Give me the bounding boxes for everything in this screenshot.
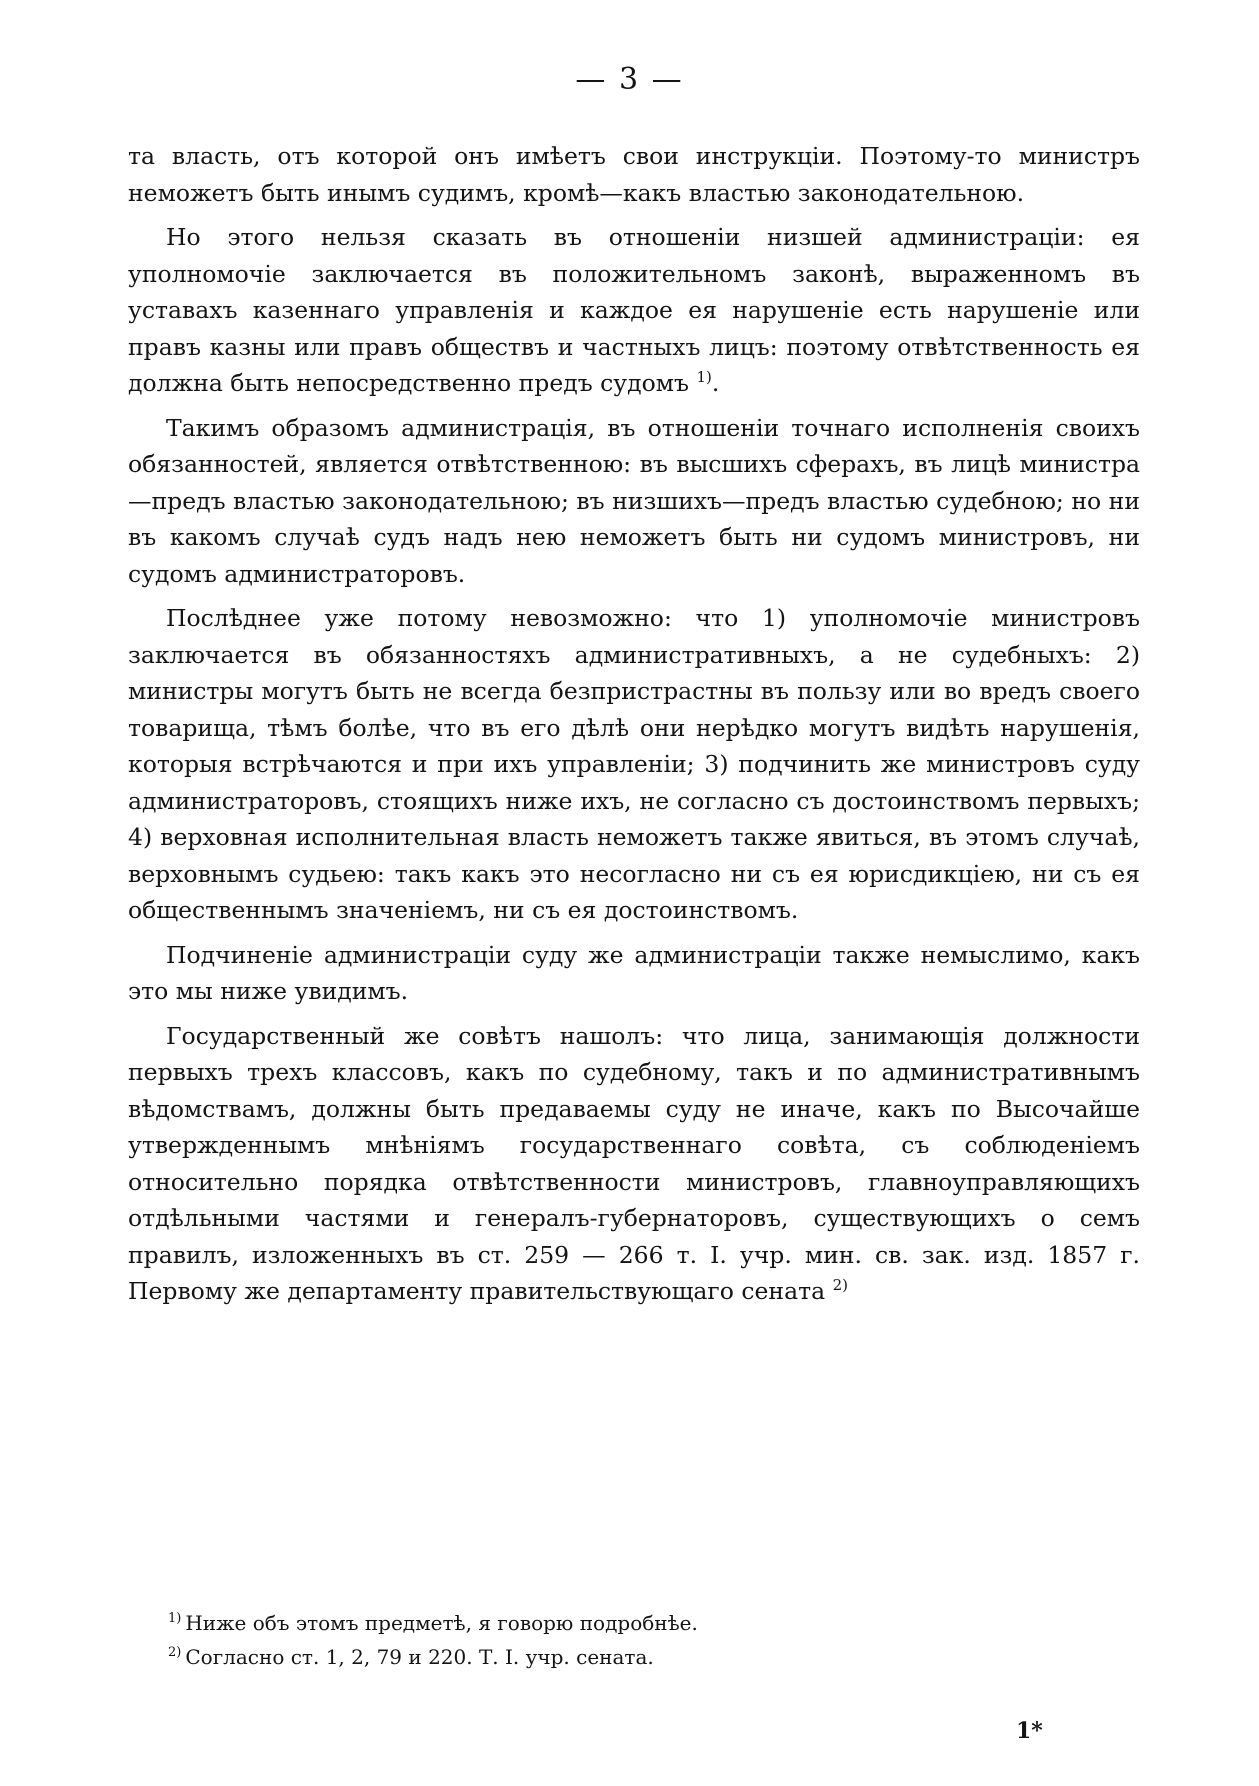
- signature-mark: 1*: [1016, 1718, 1043, 1744]
- footnote-text: Согласно ст. 1, 2, 79 и 220. Т. I. учр. сената.: [185, 1645, 654, 1669]
- paragraph-text-end: .: [711, 369, 720, 397]
- paragraph: [128, 1018, 1140, 1310]
- footnote: [168, 1640, 1068, 1674]
- paragraph-text: та власть, отъ которой онъ имѣетъ свои инструкціи. Поэтому-то министръ неможетъ быть инымъ судимъ, кромѣ—какъ властью законодательною.: [128, 142, 1140, 207]
- paragraph: [128, 937, 1140, 1010]
- footnote-mark: 2): [168, 1645, 182, 1661]
- footnote-mark: 1): [168, 1611, 182, 1627]
- paragraph: [128, 600, 1140, 929]
- body-text: [128, 138, 1140, 1318]
- paragraph-text: Подчиненіе администраціи суду же администраціи также немыслимо, какъ это мы ниже увидимъ.: [128, 940, 1140, 1005]
- paragraph-text: Послѣднее уже потому невозможно: что 1) уполномочіе министровъ заключается въ обязанностяхъ административныхъ, а не судебныхъ: 2) министры могутъ быть не всегда безпристрастны въ пользу или во вредъ своего товарища, тѣмъ болѣе, что въ его дѣлѣ они нерѣдко могутъ видѣть нарушенія, которыя встрѣчаются и при ихъ управленіи; 3) подчинить же министровъ суду администраторовъ, стоящихъ ниже ихъ, не согласно съ достоинствомъ первыхъ; 4) верховная исполнительная власть неможетъ также явиться, въ этомъ случаѣ, верховнымъ судьею: такъ какъ это несогласно ни съ ея юрисдикціею, ни съ ея общественнымъ значеніемъ, ни съ ея достоинствомъ.: [128, 604, 1140, 924]
- footnote-reference[interactable]: 2): [832, 1276, 848, 1295]
- paragraph: [128, 138, 1140, 211]
- paragraph: [128, 410, 1140, 593]
- page-number: — 3 —: [575, 62, 684, 97]
- paragraph-text: Но этого нельзя сказать въ отношеніи низшей администраціи: ея уполномочіе заключается въ положительномъ законѣ, выраженномъ въ уставахъ казеннаго управленія и каждое ея нарушеніе есть нарушеніе или правъ казны или правъ обществъ и частныхъ лицъ: поэтому отвѣтственность ея должна быть непосредственно предъ судомъ: [128, 223, 1140, 397]
- paragraph: [128, 219, 1140, 402]
- paragraph-text: Государственный же совѣтъ нашолъ: что лица, занимающія должности первыхъ трехъ классовъ, какъ по судебному, такъ и по административнымъ вѣдомствамъ, должны быть предаваемы суду не иначе, какъ по Высочайше утвержденнымъ мнѣніямъ государственнаго совѣта, съ соблюденіемъ относительно порядка отвѣтственности министровъ, главноуправляющихъ отдѣльными частями и генералъ-губернаторовъ, существующихъ о семъ правилъ, изложенныхъ въ ст. 259 — 266 т. I. учр. мин. св. зак. изд. 1857 г. Первому же департаменту правительствующаго сената: [128, 1021, 1140, 1305]
- paragraph-text: Такимъ образомъ администрація, въ отношеніи точнаго исполненія своихъ обязанностей, является отвѣтственною: въ высшихъ сферахъ, въ лицѣ министра—предъ властью законодательною; въ низшихъ—предъ властью судебною; но ни въ какомъ случаѣ судъ надъ нею неможетъ быть ни судомъ министровъ, ни судомъ администраторовъ.: [128, 413, 1140, 588]
- footnotes: [168, 1606, 1068, 1674]
- footnote-text: Ниже объ этомъ предметѣ, я говорю подробнѣе.: [185, 1611, 698, 1635]
- footnote: [168, 1606, 1068, 1640]
- footnote-reference[interactable]: 1): [696, 368, 712, 387]
